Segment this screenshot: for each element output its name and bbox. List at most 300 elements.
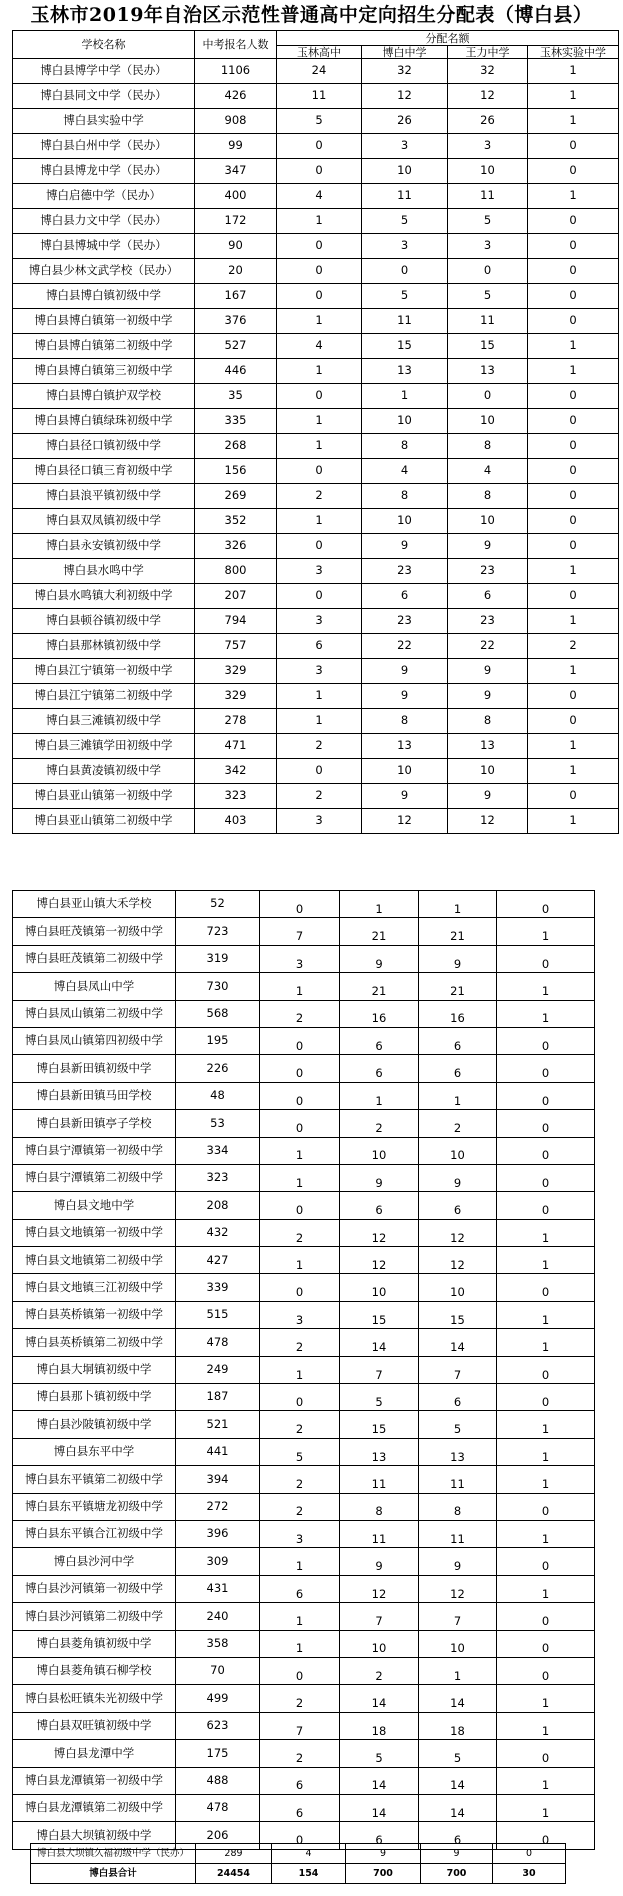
value-cell: 10: [448, 159, 528, 184]
table-row: [13, 1356, 595, 1383]
school-name-cell: 博白县旺茂镇第一初级中学: [13, 918, 176, 945]
value-cell: 730: [176, 973, 260, 1000]
table-body-2: [13, 891, 595, 1850]
school-name-cell: 博白县龙潭中学: [13, 1740, 176, 1767]
value-cell: 9: [362, 684, 448, 709]
table-row: [13, 891, 595, 918]
value-cell: 1: [528, 759, 619, 784]
value-cell: 2: [260, 1329, 340, 1356]
value-cell: 9: [448, 784, 528, 809]
value-cell: 1: [277, 209, 362, 234]
table-row: [13, 559, 619, 584]
value-cell: 16: [340, 1000, 419, 1027]
school-name-cell: 博白县那林镇初级中学: [13, 634, 195, 659]
value-cell: 7: [260, 1712, 340, 1739]
school-name-cell: 博白县三滩镇学田初级中学: [13, 734, 195, 759]
value-cell: 11: [419, 1466, 497, 1493]
value-cell: 1: [340, 1082, 419, 1109]
value-cell: 0: [497, 1137, 595, 1164]
school-name-cell: 博白县博城中学（民办）: [13, 234, 195, 259]
value-cell: 12: [448, 809, 528, 834]
value-cell: 1: [528, 59, 619, 84]
value-cell: 1: [497, 918, 595, 945]
value-cell: 5: [448, 209, 528, 234]
table-row: [13, 409, 619, 434]
value-cell: 0: [277, 284, 362, 309]
school-name-cell: 博白县力文中学（民办）: [13, 209, 195, 234]
school-name-cell: 博白县合计: [31, 1864, 196, 1884]
value-cell: 1: [277, 434, 362, 459]
value-cell: 272: [176, 1493, 260, 1520]
value-cell: 0: [497, 1493, 595, 1520]
school-name-cell: 博白县亚山镇大禾学校: [13, 891, 176, 918]
value-cell: 8: [362, 709, 448, 734]
value-cell: 23: [362, 609, 448, 634]
table-row: [13, 1685, 595, 1712]
value-cell: 1: [260, 1630, 340, 1657]
value-cell: 0: [260, 1822, 340, 1849]
value-cell: 0: [497, 1657, 595, 1684]
value-cell: 7: [419, 1603, 497, 1630]
value-cell: 6: [362, 584, 448, 609]
value-cell: 26: [448, 109, 528, 134]
table-row: [13, 973, 595, 1000]
value-cell: 2: [260, 1466, 340, 1493]
table-row: [13, 484, 619, 509]
school-name-cell: 博白县博学中学（民办）: [13, 59, 195, 84]
table-row: [31, 1864, 566, 1884]
table-row: [13, 184, 619, 209]
school-name-cell: 博白县凤山镇第四初级中学: [13, 1027, 176, 1054]
value-cell: 206: [176, 1822, 260, 1849]
value-cell: 14: [340, 1329, 419, 1356]
table-row: [13, 809, 619, 834]
value-cell: 53: [176, 1110, 260, 1137]
value-cell: 21: [419, 918, 497, 945]
value-cell: 3: [260, 1301, 340, 1328]
value-cell: 15: [448, 334, 528, 359]
table-row: [13, 1767, 595, 1794]
table-row: [13, 1219, 595, 1246]
value-cell: 8: [448, 709, 528, 734]
value-cell: 11: [340, 1520, 419, 1547]
value-cell: 9: [346, 1844, 421, 1864]
value-cell: 0: [497, 1822, 595, 1849]
table-row: [13, 1657, 595, 1684]
table-row: [13, 109, 619, 134]
value-cell: 0: [277, 159, 362, 184]
table-row: [13, 918, 595, 945]
table-row: [13, 434, 619, 459]
value-cell: 5: [419, 1740, 497, 1767]
value-cell: 21: [340, 973, 419, 1000]
table-body-1: [13, 59, 619, 834]
value-cell: 12: [419, 1247, 497, 1274]
value-cell: 0: [260, 1192, 340, 1219]
value-cell: 329: [195, 659, 277, 684]
value-cell: 9: [448, 534, 528, 559]
value-cell: 2: [260, 1411, 340, 1438]
table-row: [13, 1438, 595, 1465]
table-row: [13, 1794, 595, 1821]
value-cell: 441: [176, 1438, 260, 1465]
value-cell: 22: [448, 634, 528, 659]
value-cell: 70: [176, 1657, 260, 1684]
value-cell: 10: [419, 1630, 497, 1657]
value-cell: 4: [448, 459, 528, 484]
school-name-cell: 博白县博白镇绿珠初级中学: [13, 409, 195, 434]
value-cell: 7: [340, 1603, 419, 1630]
value-cell: 0: [260, 1384, 340, 1411]
school-name-cell: 博白县文地镇第二初级中学: [13, 1247, 176, 1274]
school-name-cell: 博白县东平镇合江初级中学: [13, 1520, 176, 1547]
value-cell: 1: [497, 1712, 595, 1739]
value-cell: 1: [497, 1520, 595, 1547]
value-cell: 3: [277, 659, 362, 684]
value-cell: 2: [528, 634, 619, 659]
school-name-cell: 博白县江宁镇第一初级中学: [13, 659, 195, 684]
table-row: [13, 784, 619, 809]
value-cell: 1: [497, 1767, 595, 1794]
value-cell: 0: [260, 1110, 340, 1137]
school-name-cell: 博白县径口镇三育初级中学: [13, 459, 195, 484]
value-cell: 2: [340, 1110, 419, 1137]
value-cell: 1: [528, 84, 619, 109]
value-cell: 9: [448, 659, 528, 684]
school-name-cell: 博白县东平镇第二初级中学: [13, 1466, 176, 1493]
value-cell: 757: [195, 634, 277, 659]
value-cell: 623: [176, 1712, 260, 1739]
value-cell: 249: [176, 1356, 260, 1383]
value-cell: 2: [277, 484, 362, 509]
value-cell: 0: [528, 209, 619, 234]
value-cell: 5: [362, 284, 448, 309]
value-cell: 21: [419, 973, 497, 1000]
value-cell: 15: [362, 334, 448, 359]
value-cell: 1: [528, 659, 619, 684]
value-cell: 0: [448, 384, 528, 409]
table-row: [13, 1520, 595, 1547]
value-cell: 9: [340, 945, 419, 972]
value-cell: 6: [419, 1822, 497, 1849]
school-name-cell: 博白县文地镇第一初级中学: [13, 1219, 176, 1246]
value-cell: 0: [528, 784, 619, 809]
table-row: [13, 1055, 595, 1082]
value-cell: 12: [448, 84, 528, 109]
value-cell: 7: [260, 918, 340, 945]
value-cell: 0: [528, 534, 619, 559]
value-cell: 1: [528, 359, 619, 384]
value-cell: 488: [176, 1767, 260, 1794]
value-cell: 0: [528, 709, 619, 734]
value-cell: 207: [195, 584, 277, 609]
value-cell: 1: [277, 684, 362, 709]
school-name-cell: 博白县博龙中学（民办）: [13, 159, 195, 184]
value-cell: 154: [272, 1864, 346, 1884]
value-cell: 12: [362, 84, 448, 109]
allocation-table-part-1: [12, 30, 619, 834]
table-row: [13, 384, 619, 409]
table-row: [13, 634, 619, 659]
school-name-cell: 博白县博白镇护双学校: [13, 384, 195, 409]
value-cell: 0: [528, 509, 619, 534]
value-cell: 11: [277, 84, 362, 109]
page-title: 玉林市2019年自治区示范性普通高中定向招生分配表（博白县）: [30, 4, 593, 26]
table-row: [13, 1082, 595, 1109]
school-name-cell: 博白县宁潭镇第二初级中学: [13, 1164, 176, 1191]
value-cell: 4: [272, 1844, 346, 1864]
school-name-cell: 博白县大垌镇初级中学: [13, 1356, 176, 1383]
value-cell: 1: [260, 1247, 340, 1274]
school-name-cell: 博白县双旺镇初级中学: [13, 1712, 176, 1739]
value-cell: 334: [176, 1137, 260, 1164]
value-cell: 289: [196, 1844, 272, 1864]
value-cell: 1: [497, 1247, 595, 1274]
value-cell: 35: [195, 384, 277, 409]
table-row: [13, 334, 619, 359]
value-cell: 11: [448, 184, 528, 209]
value-cell: 13: [340, 1438, 419, 1465]
value-cell: 2: [340, 1657, 419, 1684]
header-col-wangli-high: 王力中学: [448, 46, 528, 59]
value-cell: 0: [497, 1082, 595, 1109]
value-cell: 15: [340, 1301, 419, 1328]
value-cell: 48: [176, 1082, 260, 1109]
value-cell: 0: [277, 259, 362, 284]
value-cell: 12: [362, 809, 448, 834]
value-cell: 1: [497, 1794, 595, 1821]
value-cell: 376: [195, 309, 277, 334]
value-cell: 0: [497, 1384, 595, 1411]
value-cell: 10: [340, 1630, 419, 1657]
value-cell: 0: [277, 584, 362, 609]
table-row: [13, 259, 619, 284]
table-row: [13, 1301, 595, 1328]
value-cell: 10: [340, 1137, 419, 1164]
value-cell: 0: [528, 134, 619, 159]
value-cell: 3: [277, 559, 362, 584]
value-cell: 1: [277, 709, 362, 734]
school-name-cell: 博白县旺茂镇第二初级中学: [13, 945, 176, 972]
value-cell: 0: [277, 459, 362, 484]
school-name-cell: 博白县水鸣中学: [13, 559, 195, 584]
value-cell: 0: [528, 259, 619, 284]
value-cell: 156: [195, 459, 277, 484]
value-cell: 6: [448, 584, 528, 609]
value-cell: 1: [260, 973, 340, 1000]
value-cell: 0: [277, 534, 362, 559]
value-cell: 0: [497, 1356, 595, 1383]
header-quota-group: 分配名额: [277, 31, 619, 46]
table-row: [13, 159, 619, 184]
value-cell: 1106: [195, 59, 277, 84]
value-cell: 5: [448, 284, 528, 309]
value-cell: 10: [362, 509, 448, 534]
value-cell: 1: [497, 1575, 595, 1602]
value-cell: 0: [497, 1027, 595, 1054]
value-cell: 352: [195, 509, 277, 534]
value-cell: 0: [277, 759, 362, 784]
value-cell: 1: [528, 184, 619, 209]
value-cell: 800: [195, 559, 277, 584]
table-row: [13, 1630, 595, 1657]
value-cell: 20: [195, 259, 277, 284]
value-cell: 13: [362, 734, 448, 759]
table-row: [13, 1027, 595, 1054]
table-row: [13, 1247, 595, 1274]
value-cell: 13: [419, 1438, 497, 1465]
value-cell: 3: [260, 1520, 340, 1547]
table-row: [13, 1740, 595, 1767]
value-cell: 0: [528, 434, 619, 459]
table-row: [13, 945, 595, 972]
school-name-cell: 博白县少林文武学校（民办）: [13, 259, 195, 284]
value-cell: 1: [340, 891, 419, 918]
value-cell: 9: [340, 1164, 419, 1191]
school-name-cell: 博白县永安镇初级中学: [13, 534, 195, 559]
value-cell: 329: [195, 684, 277, 709]
value-cell: 403: [195, 809, 277, 834]
allocation-table-part-3: [30, 1843, 566, 1884]
school-name-cell: 博白县大坝镇初级中学: [13, 1822, 176, 1849]
value-cell: 187: [176, 1384, 260, 1411]
value-cell: 9: [362, 784, 448, 809]
value-cell: 396: [176, 1520, 260, 1547]
value-cell: 9: [419, 1164, 497, 1191]
value-cell: 0: [497, 1740, 595, 1767]
value-cell: 4: [277, 184, 362, 209]
value-cell: 0: [528, 684, 619, 709]
school-name-cell: 博白县沙陂镇初级中学: [13, 1411, 176, 1438]
value-cell: 1: [497, 1411, 595, 1438]
table-row: [13, 1164, 595, 1191]
value-cell: 0: [277, 234, 362, 259]
value-cell: 167: [195, 284, 277, 309]
value-cell: 12: [340, 1219, 419, 1246]
value-cell: 0: [277, 134, 362, 159]
value-cell: 6: [260, 1794, 340, 1821]
table-row: [13, 309, 619, 334]
value-cell: 0: [260, 1274, 340, 1301]
value-cell: 4: [362, 459, 448, 484]
value-cell: 14: [419, 1329, 497, 1356]
value-cell: 0: [493, 1844, 566, 1864]
value-cell: 478: [176, 1329, 260, 1356]
value-cell: 10: [419, 1137, 497, 1164]
value-cell: 499: [176, 1685, 260, 1712]
value-cell: 515: [176, 1301, 260, 1328]
value-cell: 6: [419, 1055, 497, 1082]
table-row: [13, 84, 619, 109]
school-name-cell: 博白县文地镇三江初级中学: [13, 1274, 176, 1301]
table-row: [13, 209, 619, 234]
school-name-cell: 博白县黄凌镇初级中学: [13, 759, 195, 784]
value-cell: 1: [497, 1685, 595, 1712]
value-cell: 0: [277, 384, 362, 409]
value-cell: 5: [277, 109, 362, 134]
school-name-cell: 博白启德中学（民办）: [13, 184, 195, 209]
school-name-cell: 博白县东平中学: [13, 1438, 176, 1465]
value-cell: 0: [497, 945, 595, 972]
value-cell: 268: [195, 434, 277, 459]
value-cell: 0: [528, 459, 619, 484]
value-cell: 471: [195, 734, 277, 759]
school-name-cell: 博白县英桥镇第二初级中学: [13, 1329, 176, 1356]
value-cell: 11: [362, 184, 448, 209]
value-cell: 8: [362, 434, 448, 459]
table-row: [13, 1192, 595, 1219]
value-cell: 10: [362, 159, 448, 184]
school-name-cell: 博白县新田镇马田学校: [13, 1082, 176, 1109]
value-cell: 3: [362, 134, 448, 159]
value-cell: 24: [277, 59, 362, 84]
value-cell: 52: [176, 891, 260, 918]
value-cell: 10: [448, 759, 528, 784]
value-cell: 5: [340, 1740, 419, 1767]
value-cell: 99: [195, 134, 277, 159]
value-cell: 2: [260, 1685, 340, 1712]
value-cell: 1: [497, 1466, 595, 1493]
value-cell: 0: [362, 259, 448, 284]
value-cell: 208: [176, 1192, 260, 1219]
school-name-cell: 博白县双凤镇初级中学: [13, 509, 195, 534]
school-name-cell: 博白县松旺镇朱光初级中学: [13, 1685, 176, 1712]
value-cell: 24454: [196, 1864, 272, 1884]
value-cell: 10: [419, 1274, 497, 1301]
school-name-cell: 博白县凤山中学: [13, 973, 176, 1000]
table-row: [13, 534, 619, 559]
value-cell: 323: [176, 1164, 260, 1191]
value-cell: 14: [419, 1767, 497, 1794]
value-cell: 1: [260, 1603, 340, 1630]
value-cell: 8: [362, 484, 448, 509]
value-cell: 23: [448, 559, 528, 584]
value-cell: 6: [419, 1027, 497, 1054]
value-cell: 18: [419, 1712, 497, 1739]
table-row: [13, 1329, 595, 1356]
table-row: [13, 734, 619, 759]
value-cell: 8: [448, 434, 528, 459]
value-cell: 6: [340, 1055, 419, 1082]
value-cell: 0: [260, 1082, 340, 1109]
value-cell: 16: [419, 1000, 497, 1027]
value-cell: 1: [362, 384, 448, 409]
value-cell: 13: [362, 359, 448, 384]
school-name-cell: 博白县新田镇亭子学校: [13, 1110, 176, 1137]
table-row: [13, 1110, 595, 1137]
value-cell: 478: [176, 1794, 260, 1821]
value-cell: 9: [419, 945, 497, 972]
value-cell: 700: [346, 1864, 421, 1884]
value-cell: 2: [277, 734, 362, 759]
table-row: [13, 1000, 595, 1027]
value-cell: 6: [340, 1822, 419, 1849]
value-cell: 22: [362, 634, 448, 659]
value-cell: 1: [277, 409, 362, 434]
header-row: [13, 31, 619, 46]
value-cell: 0: [260, 891, 340, 918]
school-name-cell: 博白县文地中学: [13, 1192, 176, 1219]
value-cell: 30: [493, 1864, 566, 1884]
value-cell: 3: [362, 234, 448, 259]
value-cell: 6: [340, 1027, 419, 1054]
value-cell: 23: [362, 559, 448, 584]
table-row: [13, 359, 619, 384]
value-cell: 0: [497, 1274, 595, 1301]
value-cell: 0: [528, 484, 619, 509]
value-cell: 432: [176, 1219, 260, 1246]
school-name-cell: 博白县白州中学（民办）: [13, 134, 195, 159]
